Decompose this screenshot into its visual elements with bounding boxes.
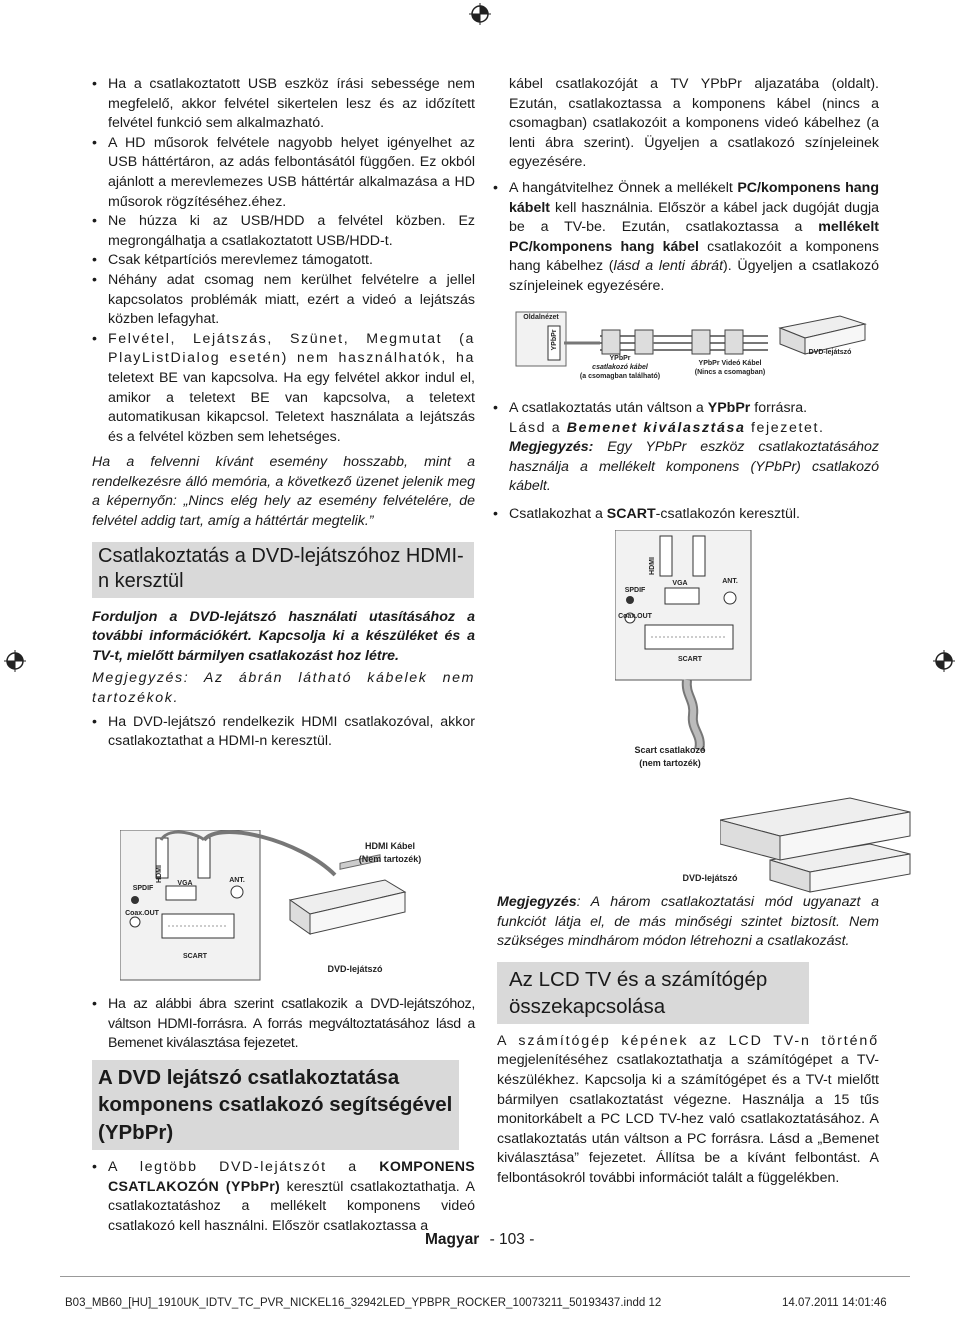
footer-date: 14.07.2011 14:01:46 [782, 1297, 887, 1309]
italic-note-memory: Ha a felvenni kívánt esemény hosszabb, mint a rendelkezésre álló memória, a következő üzenet jelenik meg a képernyőn: „Nincs elég hely az esemény felvételére, de felvétel addig tart, amíg a háttértár megtelik.” [92, 454, 475, 530]
teletext-spaced-text: Felvétel, Lejátszás, Szünet, Megmutat (a PlayListDialog esetén) nem használhatók, ha [108, 330, 475, 367]
bullet-audio-cable [493, 179, 879, 297]
note-label: Megjegyzés: [92, 670, 190, 687]
ypbpr-port-label: YPbPr [551, 329, 558, 351]
hdmi-tv-scart-label: SCART [182, 953, 208, 960]
ypbpr-cable1-line2: csatlakozó kábel [592, 364, 648, 371]
scart-tv-ant-label: ANT. [722, 578, 738, 585]
heading-lcd-pc: Az LCD TV és a számítógép összekapcsolása [497, 962, 809, 1024]
registration-mark-left-icon [4, 650, 26, 672]
left-column-lower [92, 995, 475, 1237]
scart-connection-diagram [615, 530, 755, 770]
ypbpr-dvd-label: DVD-lejátszó [808, 349, 852, 356]
hdmi-tv-ant-label: ANT. [229, 877, 245, 884]
bullet-scart [493, 505, 879, 525]
hdmi-cable-label [345, 841, 435, 864]
see-pre: Lásd a [509, 419, 567, 436]
component-bold: KOMPONENS CSATLAKOZÓN (YPbPr) [108, 1159, 475, 1195]
registration-mark-top-icon [469, 3, 491, 25]
audio-mid: kell használnia. Először a kábel jack dugóját dugja be a TV-be. Ezután, csatlakoztassa a [509, 199, 879, 236]
hdmi-cable-name: HDMI Kábel [364, 841, 415, 851]
hdmi-dvd-label-2: DVD-lejátszó [682, 873, 738, 883]
scart-tv-coax-label: Coax.OUT [618, 613, 652, 620]
heading-ypbpr: A DVD lejátszó csatlakoztatása komponens csatlakozó segítségével (YPbPr) [92, 1060, 459, 1151]
audio-pre: A hangátvitelhez Önnek a mellékelt [509, 179, 738, 196]
ypbpr-cable-text: kábel csatlakozóját a TV YPbPr aljazatába (oldalt). Ezután, csatlakoztassa a komponens kábel (nincs a csomagban) csatlakozóit a komponens videó kábelhez (a lenti ábra szerint). Ügyeljen a csatlakozó színjeleinek egyezésére. [509, 76, 879, 171]
three-methods-text: : A három csatlakoztatási mód ugyanazt a funkciót látja el, de más minőségi szintet biztosít. Nem szükséges mindhárom módon létrehozni a csatlakozást. [497, 894, 879, 950]
bullet-switch-ypbpr [493, 399, 879, 497]
hdmi-tv-hdmi-label: HDMI [156, 865, 163, 883]
hdmi-tv-coax-label: Coax.OUT [125, 910, 159, 917]
scart-pre: Csatlakozhat a [509, 505, 607, 522]
scart-post: -csatlakozón keresztül. [655, 505, 800, 522]
bullet-freeze: • Néhány adat csomag nem kerülhet felvételre a jellel kapcsolatos problémák miatt, ezért a videó a lejátszás közben lefagyhat. [92, 271, 475, 330]
audio-post: csatlakozóit a komponens hang kábelhez ( [509, 238, 879, 275]
ypbpr-cable2-line2: (Nincs a csomagban) [694, 369, 766, 376]
audio-bold2: mellékelt PC/komponens hang kábel [509, 219, 879, 255]
registration-mark-right-icon [933, 650, 955, 672]
bullet-hd-space: • A HD műsorok felvétele nagyobb helyet igényelhet az USB háttértáron, az adás felbontásától függően. Ez okból ajánlott a merevlemezes USB háttértár alkalmazása a HD műsorok rögzítéséhez.éhez. [92, 134, 475, 212]
page-number: - 103 - [489, 1231, 535, 1248]
lcd-pc-body: megjelenítéséhez csatlakoztathatja a számítógépet a TV-készülékhez. Kapcsolja ki a számítógépet és a TV-t mielőtt bármilyen csatlakoztatást végezne. Használja a 15 tűs monitorkábelt a PC LCD TV-hez való csatlakoztatásához. A csatlakoztatás után váltson a PC forrásra. Lásd a „Bemenet kiválasztása” fejezetet. Állítsa be a kívánt felbontást. A felbontásokról további információt talált a függelékben. [497, 1052, 879, 1186]
note-text: Az ábrán látható kábelek nem tartozékok. [92, 670, 475, 707]
footer-rule [60, 1276, 910, 1277]
teletext-text: teletext BE van kapcsolva. Ha egy felvétel akkor indul el, amikor a teletext BE van kapcsolva, a teletext automatikusan kikapcsol. Teletext használata a lejátszás és a felvétel közben sem lehetséges. [108, 369, 475, 445]
scart-dvd-player [720, 790, 920, 870]
scart-cable-label [610, 745, 730, 768]
scart-bold: SCART [606, 505, 656, 522]
audio-end: ). Ügyeljen a csatlakozó színjeleinek egyezésére. [509, 258, 879, 294]
bullet-unplug: • Ne húzza ki az USB/HDD a felvétel közben. Ez megrongálhatja a csatlakoztatott USB/HDD-t. [92, 212, 475, 251]
left-column-upper [92, 75, 475, 752]
right-column-middle [493, 399, 879, 525]
ypbpr-cable2-line1: YPbPr Videó Kábel [698, 360, 762, 367]
scart-tv-scart-label: SCART [677, 656, 703, 663]
bullet-partitions: • Csak kétpartíciós merevlemez támogatott. [92, 251, 475, 271]
ypbpr-supplied-cable-label [570, 355, 670, 381]
scart-cable-note: (nem tartozék) [639, 758, 701, 768]
ypbpr-note-text: Egy YPbPr eszköz csatlakoztatásához használja a mellékelt komponens (YPbPr) csatlakozó kábelt. [509, 439, 879, 495]
bullet-usb-speed: • Ha a csatlakoztatott USB eszköz írási sebessége nem megfelelő, akkor felvétel sikertelen lesz és az időzített felvétel funkció sem alkalmazható. [92, 75, 475, 134]
bullet-component [92, 1158, 475, 1236]
bullet-hdmi-connect: • Ha DVD-lejátszó rendelkezik HDMI csatlakozóval, akkor csatlakoztathat a HDMI-n keresztül. [92, 713, 475, 752]
three-methods-note [497, 893, 879, 952]
page-number-line [425, 1231, 534, 1249]
ypbpr-video-cable-label [680, 360, 780, 377]
component-rest: keresztül csatlakoztathatja. A csatlakoztatáshoz a mellékelt komponens videó csatlakozó kell használni. Először csatlakoztassa a [108, 1178, 475, 1235]
scart-tv-vga-label: VGA [672, 580, 688, 587]
bullet-switch-hdmi: • Ha az alábbi ábra szerint csatlakozik a DVD-lejátszóhoz, váltson HDMI-forrásra. A forrás megváltoztatásához lásd a Bemenet kiválasztása fejezetet. [92, 995, 475, 1054]
footer-filename: B03_MB60_[HU]_1910UK_IDTV_TC_PVR_NICKEL16_32942LED_YPBPR_ROCKER_10073211_50193437.indd 12 [65, 1297, 662, 1309]
hdmi-cable-note: (Nem tartozék) [358, 854, 422, 864]
component-spaced: A legtöbb DVD-lejátszót a [108, 1159, 380, 1176]
scart-cable-name: Scart csatlakozó [634, 745, 706, 755]
warning-text: Forduljon a DVD-lejátszó használati utasításához a további információkért. Kapcsolja ki a készüléket és a TV-t, mielőtt bármilyen csatlakozást hoz létre. [92, 608, 475, 664]
language-label: Magyar [425, 1231, 480, 1248]
see-post: fejezetet. [745, 419, 825, 436]
cables-note [92, 669, 475, 708]
audio-bold1: PC/komponens hang kábelt [509, 179, 879, 216]
three-methods-label: Megjegyzés [497, 894, 577, 910]
ypbpr-side-view-label: Oldalnézet [523, 314, 559, 321]
ypbpr-switch-pre: A csatlakoztatás után váltson a [509, 400, 708, 416]
audio-italic: lásd a lenti ábrát [613, 258, 724, 275]
bullet-teletext [92, 330, 475, 448]
ypbpr-cable1-line3: (a csomagban található) [579, 373, 661, 380]
scart-tv-spdif-label: SPDIF [624, 587, 646, 594]
lcd-pc-text [497, 1032, 879, 1189]
hdmi-tv-spdif-label: SPDIF [132, 885, 154, 892]
right-column-lower [497, 893, 879, 1189]
heading-hdmi: Csatlakoztatás a DVD-lejátszóhoz HDMI-n kersztül [92, 542, 474, 598]
scart-tv-hdmi-label: HDMI [649, 557, 656, 575]
ypbpr-note-label: Megjegyzés: [509, 439, 594, 456]
lcd-pc-spaced: A számítógép képének az LCD TV-n történő [497, 1032, 879, 1049]
hdmi-tv-vga-label: VGA [177, 880, 193, 887]
ypbpr-cable1-line1: YPbPr [609, 355, 631, 362]
ypbpr-switch-post: forrásra. [750, 400, 808, 416]
ypbpr-switch-bold: YPbPr [707, 400, 751, 416]
see-input-select: Bemenet kiválasztása [566, 419, 746, 436]
hdmi-dvd-label-1: DVD-lejátszó [327, 964, 383, 974]
right-column-upper [493, 75, 879, 297]
